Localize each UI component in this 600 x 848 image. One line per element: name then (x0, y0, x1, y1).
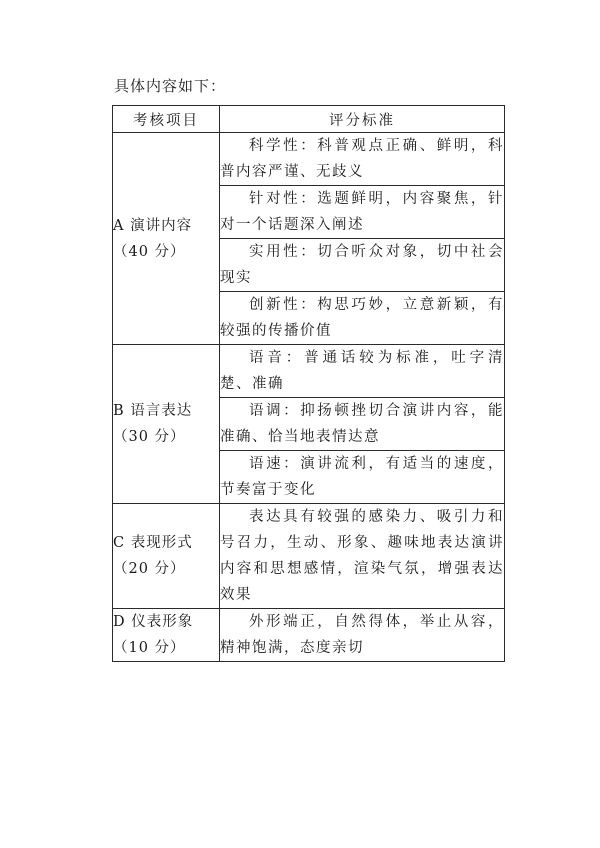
category-cell-c (113, 504, 220, 609)
criterion-cell: 外形端正，自然得体，举止从容，精神饱满，态度亲切 (220, 609, 505, 662)
criterion-cell: 语音：普通话较为标准，吐字清楚、准确 (220, 345, 505, 398)
criterion-cell: 针对性：选题鲜明，内容聚焦，针对一个话题深入阐述 (220, 186, 505, 239)
category-score: （40 分） (113, 243, 186, 260)
header-assessment-item: 考核项目 (113, 106, 220, 133)
category-cell-b (113, 345, 220, 504)
category-name: A 演讲内容 (113, 217, 193, 234)
category-name: B 语言表达 (113, 403, 193, 419)
criterion-cell: 科学性：科普观点正确、鲜明，科普内容严谨、无歧义 (220, 133, 505, 186)
criterion-cell: 实用性：切合听众对象，切中社会现实 (220, 239, 505, 292)
category-score: （10 分） (113, 640, 186, 656)
criterion-cell: 语调：抑扬顿挫切合演讲内容，能准确、恰当地表情达意 (220, 398, 505, 451)
scoring-table (112, 105, 505, 662)
table-row (113, 133, 505, 186)
table-row (113, 504, 505, 609)
table-row (113, 609, 505, 662)
criterion-cell: 语速：演讲流利，有适当的速度，节奏富于变化 (220, 451, 505, 504)
category-name: D 仪表形象 (113, 614, 194, 630)
criterion-cell: 创新性：构思巧妙，立意新颖，有较强的传播价值 (220, 292, 505, 345)
header-scoring-criteria: 评分标准 (220, 106, 505, 133)
category-score: （20 分） (113, 561, 186, 577)
category-cell-a (113, 133, 220, 345)
category-score: （30 分） (113, 429, 186, 445)
table-header-row (113, 106, 505, 133)
category-cell-d (113, 609, 220, 662)
table-row (113, 345, 505, 398)
category-name: C 表现形式 (113, 535, 193, 551)
criterion-cell: 表达具有较强的感染力、吸引力和号召力，生动、形象、趣味地表达演讲内容和思想感情，渲染气氛，增强表达效果 (220, 504, 505, 609)
intro-text: 具体内容如下： (114, 77, 227, 95)
